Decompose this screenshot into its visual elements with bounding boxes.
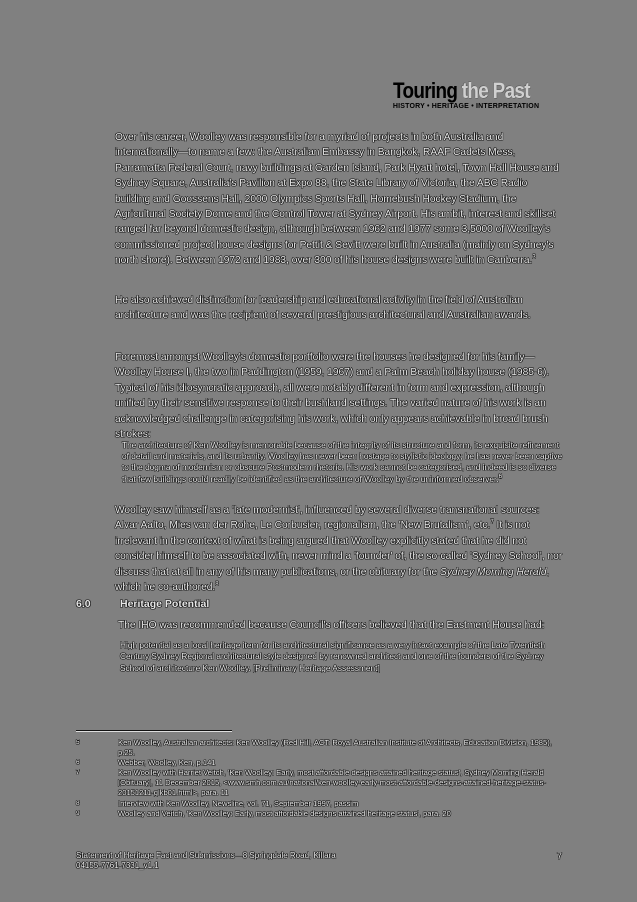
section-intro: The IHO was recommended because Council's officers believed that the Eastment House had: bbox=[118, 620, 545, 631]
footnote-ref[interactable]: 8 bbox=[215, 581, 219, 588]
footnote-text: Ken Woolley, Australian architects: Ken Woolley (Red Hill, ACT: Royal Australian Institute of Architects, Education Division, 1985), p.25. bbox=[118, 738, 552, 758]
paragraph-distinction-text: He also achieved distinction for leadership and educational activity in the field of Australian architecture and was the recipient of several prestigious architectural and Australian awards. bbox=[115, 295, 531, 322]
block-quote-heritage: High potential as a local heritage item for its architectural significance as a very intact example of the Late Twentieth Century Sydney Regional architectural style designed by renowned architect and one of the founders of the Sydney School of architecture Ken Woolley. [Preliminary Heritage Assessment] bbox=[120, 640, 546, 673]
paragraph-domestic-text: Foremost amongst Woolley's domestic portfolio were the houses he designed for his family—Woolley House I, the two in Paddington (1959, 1967) and a Palm Beach holiday house (1985-6). Typical of his idiosyncratic approach, all were notably different in form and expression, although unified by their sensitive response to their bushland settings. The varied nature of his work is an acknowledged challenge in categorising his work, which only appears achievable in broad brush strokes: bbox=[115, 352, 550, 441]
footnote-item bbox=[76, 768, 566, 798]
block-quote-text: The architecture of Ken Woolley is memorable because of the integrity of its structure and form, its exquisite refinement of detail and materials, and its urbanity. Woolley has never been hostage to stylistic ideology; he has never been captive to the dogma of modernism or obscure Postmodern rhetoric. His work cannot be categorised, and indeed is so diverse that few buildings could readily be identified as the architecture of Woolley by the uninformed observer. bbox=[122, 440, 563, 484]
section-number: 6.0 bbox=[76, 598, 91, 610]
footnote-ref[interactable]: 7 bbox=[490, 520, 494, 527]
footnote-number: 9 bbox=[76, 809, 80, 817]
footnote-text: Ken Woolley with Harriet Veitch, 'Ken Woolley: Early, most affordable designs attained heritage status', Sydney Morning Herald [Obituary], 11 December 2015, <www.smh.com.au/national/ken-woolley-early-most-affordable-designs-attained-heritage-status-20151211-glkb01.html>, para. 11 bbox=[118, 768, 546, 798]
header-logo bbox=[393, 80, 552, 110]
footnote-number: 8 bbox=[76, 799, 80, 807]
logo-word-the-past: the Past bbox=[461, 78, 530, 103]
footnote-text: Webber, Woolley, Ken, p.141 bbox=[118, 758, 216, 768]
publication-title: Sydney Morning Herald bbox=[440, 566, 547, 578]
paragraph-late-modernist-text-c: , which he co-authored. bbox=[115, 566, 550, 594]
footnote-item bbox=[76, 799, 566, 809]
footnote-number: 6 bbox=[76, 759, 80, 767]
footnote-divider bbox=[76, 730, 232, 731]
section-title: Heritage Potential bbox=[120, 598, 210, 610]
paragraph-late-modernist-text-a: Woolley saw himself as a 'late modernist', influenced by several diverse transnational sources: Alvar Aalto, Mies van der Rohe, Le Corbusier, regionalism, the 'New Brutalism', etc. bbox=[115, 505, 540, 532]
block-quote-architecture bbox=[122, 440, 564, 485]
page-footer bbox=[76, 851, 566, 871]
paragraph-late-modernist bbox=[115, 503, 563, 595]
footnotes-list bbox=[76, 738, 566, 819]
paragraph-career bbox=[115, 130, 563, 269]
footnote-ref[interactable]: 3 bbox=[532, 254, 536, 261]
footer-document-title: Statement of Heritage Fact and Submissions—8 Springdale Road, Killara bbox=[76, 851, 336, 860]
logo-title bbox=[393, 80, 530, 102]
footnote-number: 5 bbox=[76, 739, 80, 746]
section-heading bbox=[76, 598, 209, 610]
footnote-ref[interactable]: 6 bbox=[498, 473, 502, 480]
footnote-text: Woolley and Veitch, 'Ken Woolley: Early, most affordable designs attained heritage status', para. 20 bbox=[118, 808, 451, 818]
footnote-item bbox=[76, 758, 566, 768]
paragraph-late-modernist-text-b: It is not irrelevant in the context of what is being argued that Woolley explicitly stated that he did not consider himself to be associated with, never mind a 'founder' of, the so-called 'Sydney School', nor discuss that at all in any of his many publications, or the obituary for the bbox=[115, 520, 563, 578]
footnote-text: Interview with Ken Woolley, Newsline, vol. 71, September 1997, passim bbox=[118, 798, 359, 808]
footer-document-ref: 04155-7761-7331_v1.1 bbox=[76, 861, 159, 870]
footnote-item bbox=[76, 809, 566, 819]
paragraph-distinction bbox=[115, 293, 563, 324]
footnote-item bbox=[76, 738, 566, 758]
logo-word-touring: Touring bbox=[392, 78, 458, 103]
logo-subtitle: HISTORY • HERITAGE • INTERPRETATION bbox=[392, 103, 540, 110]
page-number: 7 bbox=[556, 851, 562, 861]
paragraph-domestic-portfolio bbox=[115, 350, 563, 442]
paragraph-career-text: Over his career, Woolley was responsible for a myriad of projects in both Australia and internationally—to name a few: the Australian Embassy in Bangkok, RAAF Cadets Mess, Parramatta Federal Court, navy buildings at Garden Island, Park Hyatt hotel, Town Hall House and Sydney Square, Australia's Pavilion at Expo 88, the State Library of Victoria, the ABC Radio building and Goossens Hall, 2000 Olympics Sports Hall, Homebush Hockey Stadium, the Agricultural Society Dome and the Control Tower at Sydney Airport. His ambit, interest and skillset ranged far beyond domestic design, although between 1962 and 1977 some 3,5000 of Woolley's commissioned project house designs for Pettit & Sevitt were built in Australia (mainly on Sydney's north shore). Between 1972 and 1983, over 300 of his house designs were built in Canberra. bbox=[115, 132, 559, 267]
footnote-number: 7 bbox=[76, 769, 80, 777]
